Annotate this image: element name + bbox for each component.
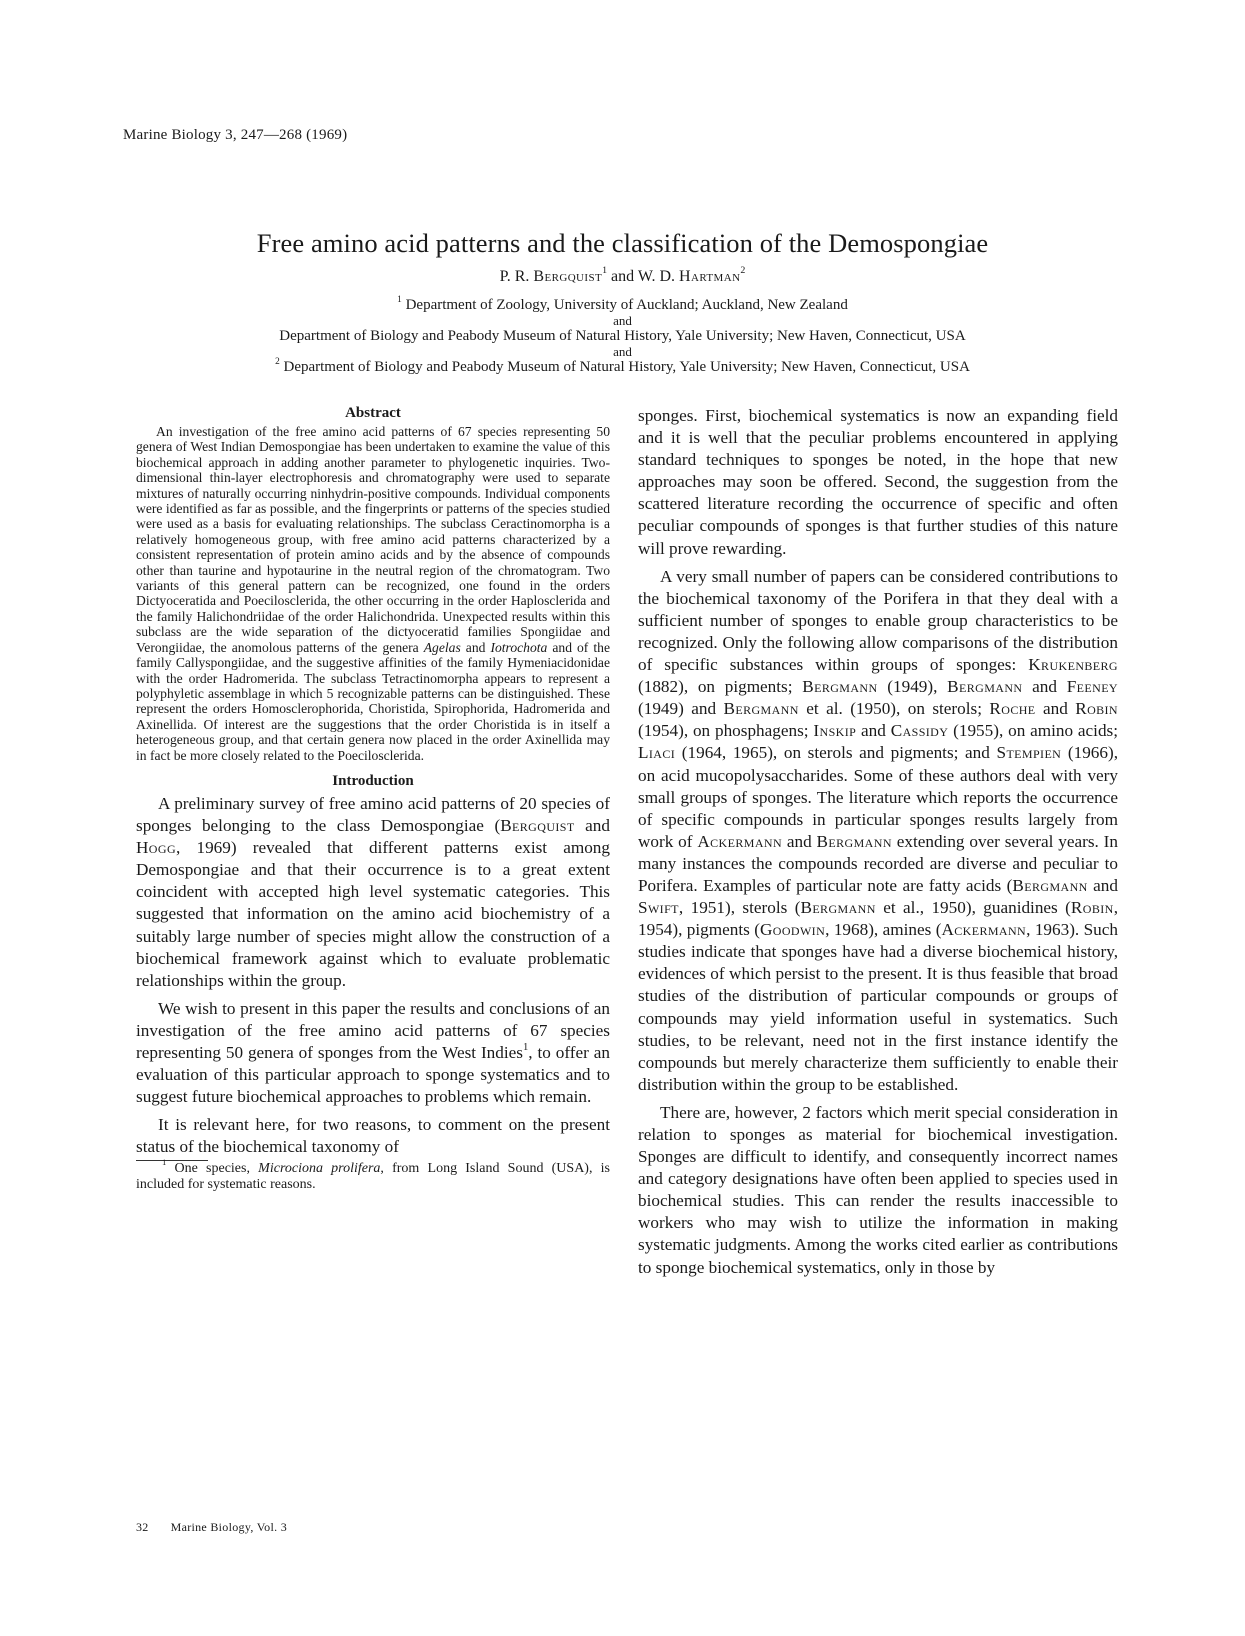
affiliation-2: Department of Biology and Peabody Museum of Natural History, Yale University; New Haven, Connecticut, USA — [279, 328, 966, 344]
rc-citation: Bergmann — [816, 831, 892, 851]
affiliation-1 — [0, 294, 1245, 314]
author-name-2: Hartman — [679, 268, 741, 285]
affiliation-and-1: and — [613, 313, 632, 328]
footnote-text-2: , from Long Island Sound (USA), is included for systematic reasons. — [136, 1161, 610, 1193]
rc-citation: Stempien — [996, 743, 1062, 763]
rc-text: (1954), on phosphagens; — [638, 721, 814, 741]
abstract-body — [136, 424, 610, 763]
rc-text: , 1951), sterols ( — [678, 898, 801, 918]
affiliation-text-1: Department of Zoology, University of Auckland; Auckland, New Zealand — [401, 297, 848, 313]
left-column — [136, 405, 610, 1193]
rc-citation: Bergmann — [1012, 875, 1088, 895]
intro-p1-text-a: A preliminary survey of free amino acid patterns of 20 species of sponges belonging to the class Demospongiae ( — [136, 793, 610, 836]
rc-text: extending over several years. In many instances the compounds recorded are diverse and peculiar to Porifera. Examples of particular note are fatty acids ( — [638, 831, 1118, 895]
footnote-mark: 1 — [162, 1157, 167, 1168]
rc-text: , 1968), amines ( — [825, 920, 942, 940]
rc-text: (1966), on acid mucopolysaccharides. Some of these authors deal with very small groups of sponges. The literature which reports the occurrence of specific compounds in particular sponges results largely from work of — [638, 743, 1118, 851]
rc-citation: Bergmann — [802, 677, 878, 697]
abstract-genus-2: Iotrochota — [490, 639, 548, 655]
rc-text: (1949), — [877, 677, 948, 697]
abstract-text-3: and of the family Callyspongiidae, and the suggestive affinities of the family Hymeniacidonidae with the order Hadromerida. The subclass Tetractinomorpha appears to represent a polyphyletic assemblage in which 5 recognizable patterns can be distinguished. These represent the orders Homosclerophorida, Choristida, Spirophorida, Hadromerida and Axinellida. Of interest are the suggestions that the order Choristida is in itself a heterogeneous group, and that certain genera now placed in the order Axinellida may in fact be more closely related to the Poecilosclerida. — [136, 639, 610, 763]
affiliation-mark-1: 1 — [397, 294, 402, 305]
abstract-text-1: An investigation of the free amino acid patterns of 67 species representing 50 genera of West Indian Demospongiae has been undertaken to examine the value of this biochemical approach in adding another parameter to phylogenetic inquiries. Two-dimensional thin-layer electrophoresis and chromatography were used to separate mixtures of naturally occurring ninhydrin-positive compounds. Individual components were identified as far as possible, and the fingerprints or patterns of the species studied were used as a basis for evaluating relationships. The subclass Ceractinomorpha is a relatively homogeneous group, with free amino acid patterns characterized by a consistent representation of protein amino acids and by the absence of compounds other than taurine and hypotaurine in the neutral region of the chromatogram. Two variants of this general pattern can be recognized, one found in the orders Dictyoceratida and Poecilosclerida, the other occurring in the order Haplosclerida and the family Halichondriidae of the order Halichondrida. Unexpected results within this subclass are the wide separation of the dictyoceratid families Spongiidae and Verongiidae, the anomolous patterns of the genera — [136, 424, 610, 655]
rc-citation: Roche — [989, 699, 1036, 719]
abstract-text-2: and — [460, 639, 491, 655]
affiliation-and-2: and — [613, 344, 632, 359]
rc-citation: Cassidy — [890, 721, 949, 741]
rc-text: (1964, 1965), on sterols and pigments; and — [675, 743, 997, 763]
intro-paragraph-1 — [136, 793, 610, 992]
rc-citation: Swift — [638, 898, 679, 918]
intro-p2-text-b: , to offer an evaluation of this particular approach to sponge systematics and to suggest future biochemical approaches to problems which remain. — [136, 1042, 610, 1107]
folio-journal: Marine Biology, Vol. 3 — [170, 1520, 287, 1534]
rc-text: and — [1087, 875, 1118, 895]
right-paragraph-1: sponges. First, biochemical systematics is now an expanding field and it is well that the peculiar problems encountered in applying standard techniques to sponges be noted, in the hope that new approaches may soon be offered. Second, the suggestion from the scattered literature recording the occurrence of specific and often peculiar compounds of sponges is that further studies of this nature will prove rewarding. — [638, 406, 1118, 558]
abstract-heading: Abstract — [345, 405, 401, 421]
intro-paragraph-2 — [136, 998, 610, 1108]
intro-paragraph-3: It is relevant here, for two reasons, to comment on the present status of the biochemical taxonomy of — [136, 1115, 610, 1157]
rc-text: (1949) and — [638, 699, 724, 719]
page-folio — [136, 1520, 287, 1535]
author-initials-1: P. R. — [499, 268, 534, 285]
affiliation-3 — [0, 356, 1245, 376]
rc-citation: Ackermann — [941, 920, 1027, 940]
rc-text: et al. (1950), on sterols; — [798, 699, 990, 719]
footnote-text-1: One species, — [166, 1161, 259, 1177]
affiliations — [0, 294, 1245, 376]
affiliation-text-3: Department of Biology and Peabody Museum of Natural History, Yale University; New Haven, Connecticut, USA — [279, 359, 970, 375]
author-affil-mark-1: 1 — [602, 265, 608, 277]
footnote-species: Microciona prolifera — [258, 1161, 381, 1177]
rc-text: (1955), on amino acids; — [948, 721, 1119, 741]
rc-citation: Inskip — [813, 721, 857, 741]
intro-p1-text-b: and — [574, 816, 610, 836]
intro-p2-text-a: We wish to present in this paper the results and conclusions of an investigation of the free amino acid patterns of 67 species representing 50 genera of sponges from the West Indies — [136, 998, 610, 1062]
rc-text: A very small number of papers can be considered contributions to the biochemical taxonomy of the Porifera in that they deal with a sufficient number of sponges to enable group characteristics to be recognized. Only the following allow comparisons of the distribution of specific substances within groups of sponges: — [638, 566, 1118, 675]
rc-text: and — [1022, 677, 1067, 697]
introduction-heading: Introduction — [332, 772, 414, 789]
rc-citation: Ackermann — [697, 831, 783, 851]
rc-text: et al., 1950), guanidines ( — [875, 898, 1071, 918]
rc-citation: Bergmann — [947, 677, 1023, 697]
rc-citation: Feeney — [1066, 677, 1118, 697]
journal-reference: Marine Biology 3, 247—268 (1969) — [123, 127, 348, 143]
abstract-genus-1: Agelas — [423, 639, 461, 655]
rc-text: (1882), on pigments; — [638, 677, 803, 697]
right-paragraph-2 — [638, 566, 1118, 1096]
rc-citation: Robin — [1070, 898, 1114, 918]
intro-p1-text-c: , 1969) revealed that different patterns exist among Demospongiae and that their occurrence is to a great extent coincident with accepted high level systematic categories. This suggested that information on the amino acid biochemistry of a suitably large number of species might allow the construction of a biochemical framework against which to evaluate problematic relationships within the group. — [136, 838, 610, 990]
rc-citation: Goodwin — [759, 920, 826, 940]
right-paragraph-3: There are, however, 2 factors which merit special consideration in relation to sponges as material for biochemical investigation. Sponges are difficult to identify, and consequently incorrect names and category designations have often been applied to species used in biochemical studies. This can render the results inaccessible to workers who may wish to utilize the information in making systematic judgments. Among the works cited earlier as contributions to sponge biochemical systematics, only in those by — [638, 1102, 1118, 1277]
intro-p1-citation-1: Bergquist — [500, 816, 575, 836]
footnote — [136, 1157, 610, 1193]
rc-citation: Bergmann — [800, 898, 876, 918]
author-affil-mark-2: 2 — [740, 265, 746, 277]
rc-text: , 1954), pigments ( — [638, 898, 1118, 940]
intro-p1-citation-2: Hogg — [136, 838, 177, 858]
rc-citation: Liaci — [638, 743, 676, 763]
affiliation-mark-3: 2 — [275, 356, 280, 367]
rc-text: and — [782, 831, 817, 851]
rc-citation: Robin — [1075, 699, 1118, 719]
rc-citation: Krukenberg — [1028, 655, 1118, 675]
rc-citation: Bergmann — [723, 699, 799, 719]
folio-page-number: 32 — [136, 1520, 149, 1534]
footnote-reference-mark: 1 — [522, 1041, 529, 1053]
author-conjunction: and W. D. — [607, 268, 680, 285]
right-column — [638, 405, 1118, 1279]
article-title: Free amino acid patterns and the classification of the Demospongiae — [256, 228, 989, 258]
rc-text: and — [856, 721, 891, 741]
author-name-1: Bergquist — [533, 268, 603, 285]
rc-text: , 1963). Such studies indicate that sponges have had a diverse biochemical history, evidences of which persist to the present. It is thus feasible that broad studies of the distribution of particular compounds or groups of compounds may yield information useful in systematics. Such studies, to be relevant, need not in the first instance identify the compounds but merely characterize them sufficiently to enable their distribution within the group to be established. — [638, 920, 1118, 1094]
authors-line — [0, 265, 1245, 286]
rc-text: and — [1035, 699, 1076, 719]
